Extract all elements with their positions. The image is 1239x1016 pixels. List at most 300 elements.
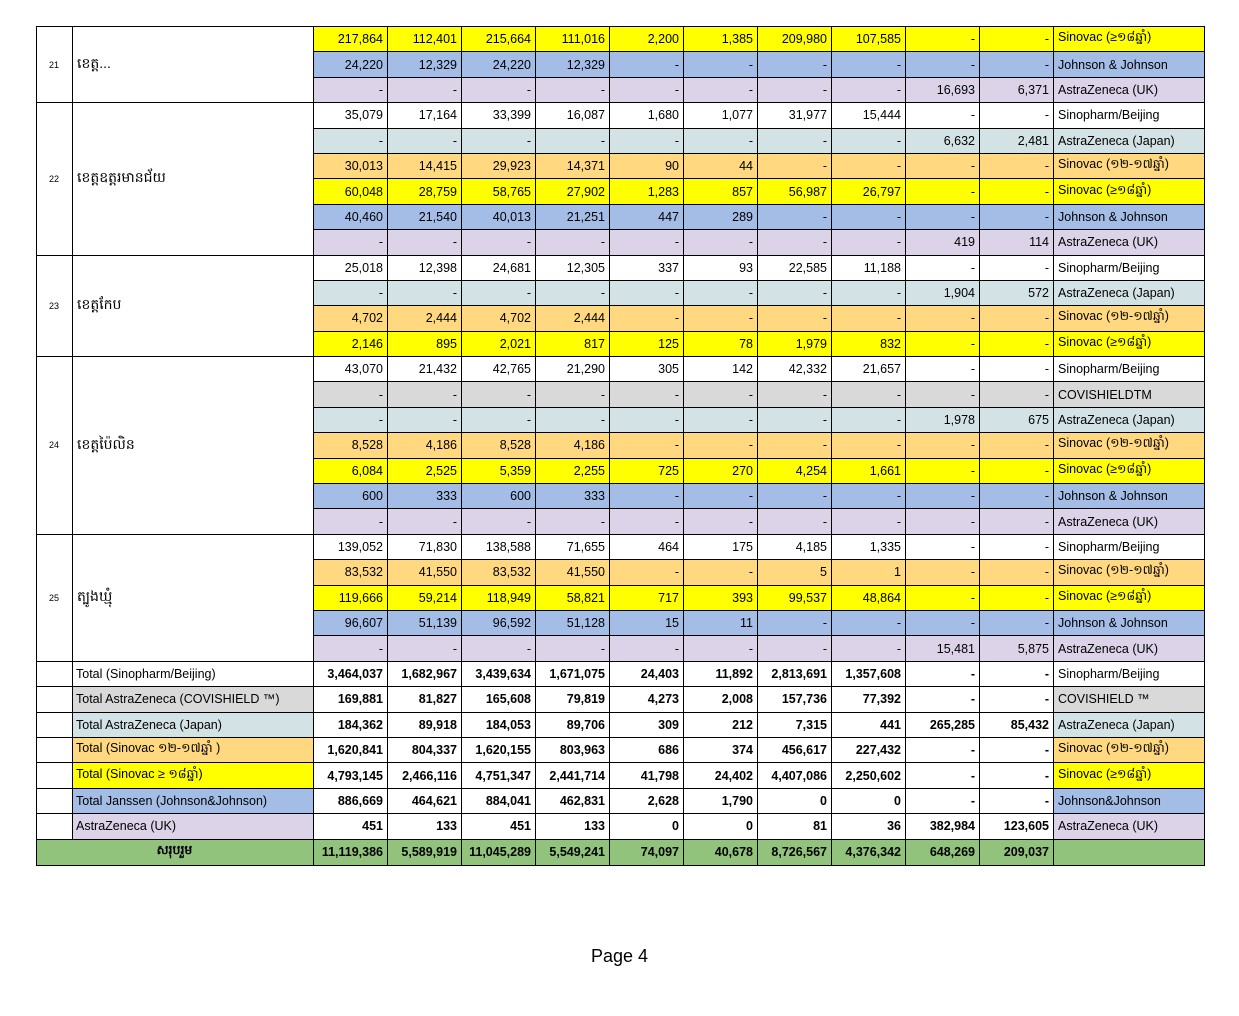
value-cell: - — [980, 484, 1054, 509]
value-cell: - — [610, 509, 684, 534]
province-name: ខេត្តឧត្តរមានជ័យ — [73, 103, 314, 255]
total-value-cell: 169,881 — [314, 687, 388, 712]
value-cell: 24,681 — [462, 255, 536, 280]
value-cell: - — [832, 77, 906, 102]
value-cell: - — [758, 204, 832, 229]
vaccine-name: Johnson & Johnson — [1054, 610, 1205, 635]
value-cell: 71,655 — [536, 534, 610, 559]
total-label: Total Janssen (Johnson&Johnson) — [73, 788, 314, 813]
value-cell: 114 — [980, 230, 1054, 255]
province-number: 22 — [37, 103, 73, 255]
total-value-cell: 441 — [832, 712, 906, 737]
value-cell: - — [832, 230, 906, 255]
value-cell: - — [980, 534, 1054, 559]
total-value-cell: 265,285 — [906, 712, 980, 737]
vaccine-name: Sinovac (≥១៨ឆ្នាំ) — [1054, 585, 1205, 610]
value-cell: - — [536, 280, 610, 305]
value-cell: - — [314, 280, 388, 305]
value-cell: 832 — [832, 331, 906, 356]
total-value-cell: 0 — [832, 788, 906, 813]
total-row — [37, 712, 1205, 737]
value-cell: 1,904 — [906, 280, 980, 305]
value-cell: - — [610, 382, 684, 407]
province-name: ខេត្ត... — [73, 27, 314, 103]
value-cell: - — [314, 77, 388, 102]
value-cell: 125 — [610, 331, 684, 356]
value-cell: - — [462, 636, 536, 661]
value-cell: 21,432 — [388, 357, 462, 382]
total-value-cell: 2,813,691 — [758, 661, 832, 686]
vaccine-name: Sinovac (≥១៨ឆ្នាំ) — [1054, 763, 1205, 788]
value-cell: 14,415 — [388, 153, 462, 178]
value-cell: 15,444 — [832, 103, 906, 128]
vaccine-name: AstraZeneca (UK) — [1054, 77, 1205, 102]
total-value-cell: 451 — [314, 814, 388, 839]
grand-total-value: 11,045,289 — [462, 839, 536, 865]
vaccine-name: Sinovac (១២-១៧ឆ្នាំ) — [1054, 153, 1205, 178]
value-cell: 15,481 — [906, 636, 980, 661]
total-value-cell: 1,357,608 — [832, 661, 906, 686]
value-cell: - — [758, 52, 832, 77]
vaccine-name: Sinopharm/Beijing — [1054, 661, 1205, 686]
total-value-cell: 462,831 — [536, 788, 610, 813]
value-cell: 289 — [684, 204, 758, 229]
grand-total-value: 5,549,241 — [536, 839, 610, 865]
total-value-cell: 212 — [684, 712, 758, 737]
value-cell: - — [388, 77, 462, 102]
value-cell: - — [684, 382, 758, 407]
value-cell: - — [980, 27, 1054, 52]
total-value-cell: 2,441,714 — [536, 763, 610, 788]
value-cell: - — [388, 509, 462, 534]
value-cell: 1,283 — [610, 179, 684, 204]
value-cell: 1,978 — [906, 407, 980, 432]
value-cell: - — [832, 153, 906, 178]
table-row — [37, 103, 1205, 128]
value-cell: - — [758, 77, 832, 102]
value-cell: 600 — [314, 484, 388, 509]
total-value-cell: 81,827 — [388, 687, 462, 712]
total-value-cell: 184,053 — [462, 712, 536, 737]
total-value-cell: 36 — [832, 814, 906, 839]
total-value-cell: - — [906, 737, 980, 762]
value-cell: 6,632 — [906, 128, 980, 153]
value-cell: 16,693 — [906, 77, 980, 102]
total-value-cell: - — [980, 661, 1054, 686]
value-cell: 42,765 — [462, 357, 536, 382]
value-cell: - — [388, 280, 462, 305]
value-cell: - — [906, 534, 980, 559]
total-row — [37, 687, 1205, 712]
total-row — [37, 661, 1205, 686]
value-cell: - — [388, 382, 462, 407]
value-cell: 142 — [684, 357, 758, 382]
value-cell: 33,399 — [462, 103, 536, 128]
value-cell: - — [610, 52, 684, 77]
value-cell: - — [536, 407, 610, 432]
value-cell: 99,537 — [758, 585, 832, 610]
value-cell: 40,013 — [462, 204, 536, 229]
table-row — [37, 357, 1205, 382]
total-value-cell: 133 — [536, 814, 610, 839]
total-row — [37, 788, 1205, 813]
value-cell: 4,186 — [388, 433, 462, 458]
value-cell: - — [906, 52, 980, 77]
value-cell: - — [906, 357, 980, 382]
value-cell: - — [758, 636, 832, 661]
vaccine-name: Sinovac (១២-១៧ឆ្នាំ) — [1054, 737, 1205, 762]
value-cell: 2,444 — [536, 306, 610, 331]
value-cell: - — [758, 230, 832, 255]
grand-total-value: 209,037 — [980, 839, 1054, 865]
value-cell: 59,214 — [388, 585, 462, 610]
value-cell: - — [906, 179, 980, 204]
value-cell: - — [684, 636, 758, 661]
value-cell: - — [462, 230, 536, 255]
value-cell: - — [536, 636, 610, 661]
total-value-cell: 374 — [684, 737, 758, 762]
value-cell: 48,864 — [832, 585, 906, 610]
value-cell: 21,657 — [832, 357, 906, 382]
value-cell: 58,821 — [536, 585, 610, 610]
province-name: ខេត្តកែប — [73, 255, 314, 357]
value-cell: - — [906, 153, 980, 178]
value-cell: 15 — [610, 610, 684, 635]
total-value-cell: 79,819 — [536, 687, 610, 712]
total-value-cell: - — [906, 661, 980, 686]
value-cell: 725 — [610, 458, 684, 483]
value-cell: 5,875 — [980, 636, 1054, 661]
value-cell: 333 — [388, 484, 462, 509]
value-cell: 4,702 — [462, 306, 536, 331]
value-cell: - — [536, 128, 610, 153]
value-cell: 17,164 — [388, 103, 462, 128]
total-value-cell: 2,628 — [610, 788, 684, 813]
value-cell: 1,680 — [610, 103, 684, 128]
value-cell: - — [536, 230, 610, 255]
value-cell: 8,528 — [462, 433, 536, 458]
value-cell: 2,525 — [388, 458, 462, 483]
value-cell: - — [980, 103, 1054, 128]
value-cell: 12,329 — [388, 52, 462, 77]
value-cell: 41,550 — [536, 560, 610, 585]
vaccine-name: Sinopharm/Beijing — [1054, 103, 1205, 128]
value-cell: - — [314, 407, 388, 432]
total-value-cell: 1,620,841 — [314, 737, 388, 762]
value-cell: 2,200 — [610, 27, 684, 52]
value-cell: - — [314, 509, 388, 534]
value-cell: 675 — [980, 407, 1054, 432]
value-cell: 11,188 — [832, 255, 906, 280]
value-cell: 16,087 — [536, 103, 610, 128]
vaccine-name: Johnson & Johnson — [1054, 204, 1205, 229]
total-value-cell: 2,466,116 — [388, 763, 462, 788]
total-value-cell: 11,892 — [684, 661, 758, 686]
vaccine-name: Sinovac (១២-១៧ឆ្នាំ) — [1054, 433, 1205, 458]
blank-cell — [37, 788, 73, 813]
province-number: 23 — [37, 255, 73, 357]
vaccine-name: Sinopharm/Beijing — [1054, 255, 1205, 280]
value-cell: - — [832, 636, 906, 661]
value-cell: - — [610, 484, 684, 509]
value-cell: - — [684, 280, 758, 305]
value-cell: - — [684, 560, 758, 585]
province-number: 21 — [37, 27, 73, 103]
value-cell: - — [758, 509, 832, 534]
value-cell: 1,335 — [832, 534, 906, 559]
value-cell: 857 — [684, 179, 758, 204]
value-cell: - — [388, 636, 462, 661]
value-cell: - — [610, 306, 684, 331]
total-value-cell: 1,620,155 — [462, 737, 536, 762]
value-cell: 56,987 — [758, 179, 832, 204]
vaccine-name: AstraZeneca (Japan) — [1054, 407, 1205, 432]
value-cell: - — [758, 153, 832, 178]
value-cell: 6,084 — [314, 458, 388, 483]
value-cell: 118,949 — [462, 585, 536, 610]
value-cell: 107,585 — [832, 27, 906, 52]
value-cell: 51,139 — [388, 610, 462, 635]
total-label: Total (Sinovac ≥ ១៨ឆ្នាំ) — [73, 763, 314, 788]
total-value-cell: 3,439,634 — [462, 661, 536, 686]
value-cell: 90 — [610, 153, 684, 178]
value-cell: - — [906, 560, 980, 585]
value-cell: 21,540 — [388, 204, 462, 229]
total-value-cell: 41,798 — [610, 763, 684, 788]
total-label: Total (Sinopharm/Beijing) — [73, 661, 314, 686]
grand-total-label: សរុបរួម — [37, 839, 314, 865]
grand-total-value: 74,097 — [610, 839, 684, 865]
total-row — [37, 814, 1205, 839]
value-cell: - — [314, 230, 388, 255]
value-cell: 333 — [536, 484, 610, 509]
value-cell: 4,254 — [758, 458, 832, 483]
value-cell: - — [388, 128, 462, 153]
grand-total-value: 4,376,342 — [832, 839, 906, 865]
value-cell: - — [980, 204, 1054, 229]
vaccine-name: Sinovac (≥១៨ឆ្នាំ) — [1054, 27, 1205, 52]
value-cell: - — [684, 230, 758, 255]
province-name: ត្បូងឃ្មុំ — [73, 534, 314, 661]
vaccine-name: AstraZeneca (Japan) — [1054, 712, 1205, 737]
value-cell: - — [832, 484, 906, 509]
value-cell: - — [314, 382, 388, 407]
total-value-cell: 77,392 — [832, 687, 906, 712]
vaccine-name: Sinovac (១២-១៧ឆ្នាំ) — [1054, 306, 1205, 331]
total-value-cell: - — [980, 763, 1054, 788]
value-cell: 12,398 — [388, 255, 462, 280]
vaccine-name: Sinopharm/Beijing — [1054, 357, 1205, 382]
value-cell: - — [610, 128, 684, 153]
total-value-cell: 464,621 — [388, 788, 462, 813]
total-value-cell: 3,464,037 — [314, 661, 388, 686]
vaccine-name: Johnson & Johnson — [1054, 52, 1205, 77]
value-cell: - — [906, 610, 980, 635]
value-cell: - — [832, 407, 906, 432]
value-cell: - — [980, 306, 1054, 331]
value-cell: 4,702 — [314, 306, 388, 331]
total-value-cell: 184,362 — [314, 712, 388, 737]
vaccine-name: Sinovac (≥១៨ឆ្នាំ) — [1054, 458, 1205, 483]
value-cell: 8,528 — [314, 433, 388, 458]
value-cell: - — [832, 433, 906, 458]
total-value-cell: 7,315 — [758, 712, 832, 737]
total-value-cell: 0 — [758, 788, 832, 813]
value-cell: - — [536, 382, 610, 407]
total-value-cell: - — [906, 763, 980, 788]
value-cell: 14,371 — [536, 153, 610, 178]
total-value-cell: 1,671,075 — [536, 661, 610, 686]
grand-total-value: 40,678 — [684, 839, 758, 865]
value-cell: 5,359 — [462, 458, 536, 483]
value-cell: - — [906, 585, 980, 610]
total-value-cell: 123,605 — [980, 814, 1054, 839]
table-row — [37, 27, 1205, 52]
value-cell: 4,185 — [758, 534, 832, 559]
total-value-cell: 451 — [462, 814, 536, 839]
blank-cell — [37, 661, 73, 686]
value-cell: 1,979 — [758, 331, 832, 356]
total-value-cell: - — [906, 788, 980, 813]
value-cell: - — [462, 407, 536, 432]
value-cell: 393 — [684, 585, 758, 610]
table-row — [37, 534, 1205, 559]
value-cell: 2,021 — [462, 331, 536, 356]
blank-cell — [37, 763, 73, 788]
vaccine-name: Sinovac (≥១៨ឆ្នាំ) — [1054, 331, 1205, 356]
value-cell: 83,532 — [462, 560, 536, 585]
value-cell: 447 — [610, 204, 684, 229]
value-cell: - — [906, 27, 980, 52]
grand-total-vaccine — [1054, 839, 1205, 865]
total-value-cell: 456,617 — [758, 737, 832, 762]
value-cell: - — [906, 382, 980, 407]
value-cell: 1,385 — [684, 27, 758, 52]
total-value-cell: 1,790 — [684, 788, 758, 813]
value-cell: 96,592 — [462, 610, 536, 635]
grand-total-value: 8,726,567 — [758, 839, 832, 865]
value-cell: 42,332 — [758, 357, 832, 382]
value-cell: 2,146 — [314, 331, 388, 356]
vaccine-name: AstraZeneca (UK) — [1054, 636, 1205, 661]
value-cell: 35,079 — [314, 103, 388, 128]
value-cell: - — [462, 77, 536, 102]
value-cell: 28,759 — [388, 179, 462, 204]
total-value-cell: 89,918 — [388, 712, 462, 737]
value-cell: 305 — [610, 357, 684, 382]
vaccine-name: Johnson & Johnson — [1054, 484, 1205, 509]
total-value-cell: 2,008 — [684, 687, 758, 712]
value-cell: - — [980, 560, 1054, 585]
value-cell: - — [388, 407, 462, 432]
total-value-cell: 4,751,347 — [462, 763, 536, 788]
value-cell: 817 — [536, 331, 610, 356]
value-cell: 111,016 — [536, 27, 610, 52]
value-cell: - — [314, 128, 388, 153]
value-cell: 717 — [610, 585, 684, 610]
value-cell: - — [684, 509, 758, 534]
value-cell: - — [462, 280, 536, 305]
value-cell: 21,251 — [536, 204, 610, 229]
value-cell: 112,401 — [388, 27, 462, 52]
total-value-cell: - — [980, 737, 1054, 762]
value-cell: - — [536, 509, 610, 534]
value-cell: - — [758, 407, 832, 432]
value-cell: - — [832, 382, 906, 407]
total-value-cell: 227,432 — [832, 737, 906, 762]
value-cell: - — [610, 230, 684, 255]
value-cell: - — [832, 280, 906, 305]
vaccine-name: COVISHIELDTM — [1054, 382, 1205, 407]
value-cell: 24,220 — [314, 52, 388, 77]
value-cell: - — [610, 280, 684, 305]
total-row — [37, 763, 1205, 788]
value-cell: - — [610, 636, 684, 661]
value-cell: - — [906, 509, 980, 534]
value-cell: 217,864 — [314, 27, 388, 52]
value-cell: 41,550 — [388, 560, 462, 585]
value-cell: - — [610, 560, 684, 585]
value-cell: - — [684, 77, 758, 102]
total-value-cell: 2,250,602 — [832, 763, 906, 788]
value-cell: - — [684, 484, 758, 509]
total-value-cell: 165,608 — [462, 687, 536, 712]
total-label: AstraZeneca (UK) — [73, 814, 314, 839]
value-cell: - — [610, 433, 684, 458]
value-cell: - — [980, 433, 1054, 458]
value-cell: 12,329 — [536, 52, 610, 77]
value-cell: - — [832, 610, 906, 635]
value-cell: 93 — [684, 255, 758, 280]
value-cell: - — [832, 204, 906, 229]
value-cell: - — [462, 382, 536, 407]
value-cell: 6,371 — [980, 77, 1054, 102]
total-value-cell: 686 — [610, 737, 684, 762]
value-cell: 215,664 — [462, 27, 536, 52]
value-cell: 27,902 — [536, 179, 610, 204]
value-cell: - — [684, 128, 758, 153]
value-cell: 464 — [610, 534, 684, 559]
value-cell: - — [980, 509, 1054, 534]
vaccine-name: Johnson&Johnson — [1054, 788, 1205, 813]
total-value-cell: 24,403 — [610, 661, 684, 686]
value-cell: 12,305 — [536, 255, 610, 280]
value-cell: 24,220 — [462, 52, 536, 77]
value-cell: - — [758, 280, 832, 305]
value-cell: 209,980 — [758, 27, 832, 52]
value-cell: 1,077 — [684, 103, 758, 128]
total-label: Total AstraZeneca (Japan) — [73, 712, 314, 737]
total-value-cell: 81 — [758, 814, 832, 839]
total-label: Total AstraZeneca (COVISHIELD ™) — [73, 687, 314, 712]
province-number: 25 — [37, 534, 73, 661]
value-cell: 58,765 — [462, 179, 536, 204]
vaccine-name: AstraZeneca (UK) — [1054, 814, 1205, 839]
grand-total-value: 11,119,386 — [314, 839, 388, 865]
value-cell: 2,481 — [980, 128, 1054, 153]
value-cell: 30,013 — [314, 153, 388, 178]
value-cell: 31,977 — [758, 103, 832, 128]
grand-total-value: 5,589,919 — [388, 839, 462, 865]
page-number: Page 4 — [590, 946, 649, 966]
value-cell: 895 — [388, 331, 462, 356]
value-cell: 11 — [684, 610, 758, 635]
vaccine-name: COVISHIELD ™ — [1054, 687, 1205, 712]
value-cell: - — [980, 382, 1054, 407]
vaccine-name: Sinovac (១២-១៧ឆ្នាំ) — [1054, 560, 1205, 585]
value-cell: 40,460 — [314, 204, 388, 229]
total-value-cell: 24,402 — [684, 763, 758, 788]
